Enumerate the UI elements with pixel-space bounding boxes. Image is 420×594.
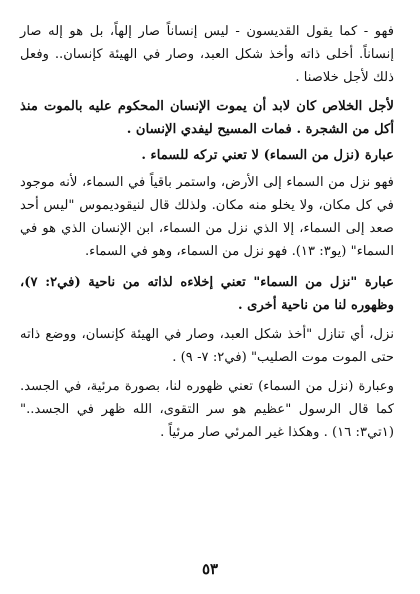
paragraph-manifestation: وعبارة (نزل من السماء) تعني ظهوره لنا، بصورة مرئية، في الجسد. كما قال الرسول "عظيم هو سر التقوى، الله ظهر في الجسد.." (١تي٣: ١٦) . وهكذا غير المرئي صار مرئياً .	[20, 379, 394, 440]
paragraph-self-emptying-heading: عبارة "نزل من السماء" تعني إخلاءه لذاته من ناحية (في٢: ٧)، وظهوره لنا من ناحية أخرى .	[20, 275, 394, 313]
paragraph-omnipresence: فهو نزل من السماء إلى الأرض، واستمر باقياً في السماء، لأنه موجود في كل مكان، ولا يخلو منه مكان. ولذلك قال لنيقوديموس "ليس أحد صعد إلى السماء، إلا الذي نزل من السماء، ابن الإنسان الذي هو في السماء" (يو٣: ١٣). فهو نزل من السماء، وهو في السماء.	[20, 175, 394, 259]
paragraph-salvation-heading: لأجل الخلاص كان لابد أن يموت الإنسان المحكوم عليه بالموت منذ أكل من الشجرة . فمات المسيح ليفدي الإنسان .	[20, 99, 394, 137]
page-number: ٥٣	[201, 560, 219, 578]
paragraph-condescension: نزل، أي تنازل "أخذ شكل العبد، وصار في الهيئة كإنسان، ووضع ذاته حتى الموت موت الصليب" (في٢: ٧- ٩) .	[20, 327, 394, 365]
paragraph-descended-heading: عبارة (نزل من السماء) لا تعني تركه للسماء .	[141, 148, 394, 163]
paragraph-incarnation: فهو - كما يقول القديسون - ليس إنساناً صار إلهاً، بل هو إله صار إنساناً. أخلى ذاته وأخذ شكل العبد، وصار في الهيئة كإنسان.. وفعل ذلك لأجل خلاصنا .	[20, 24, 394, 85]
